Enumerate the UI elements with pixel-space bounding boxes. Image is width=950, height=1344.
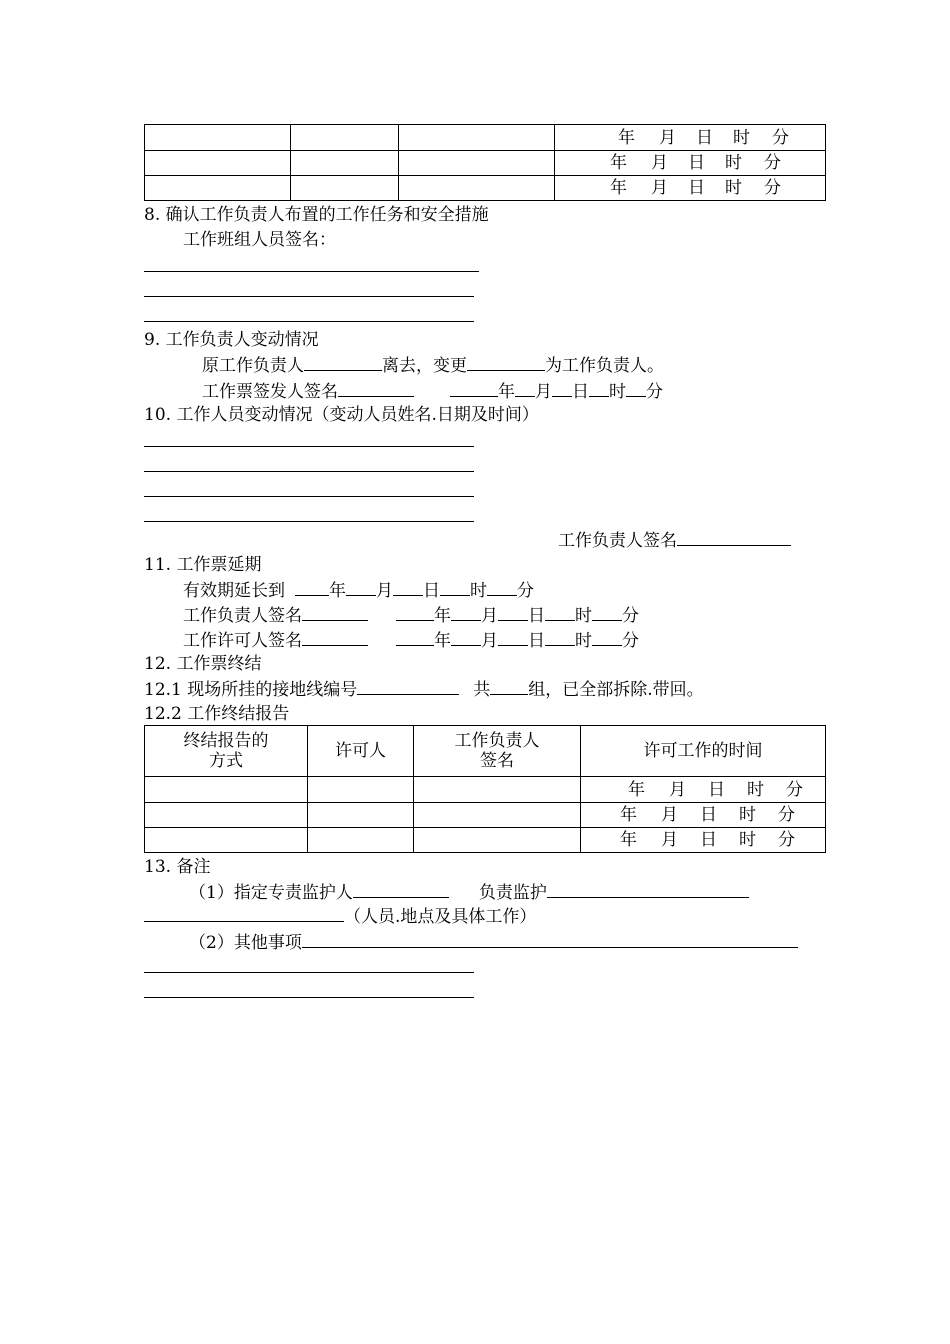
table-cell[interactable]: [145, 176, 291, 201]
other-matters-blank[interactable]: [302, 931, 798, 948]
team-sign-line[interactable]: [144, 271, 479, 272]
table-cell[interactable]: [308, 777, 414, 803]
table-row: [145, 828, 826, 853]
ground-wire-no-blank[interactable]: [357, 678, 459, 695]
top-table: [144, 124, 826, 201]
time-cell[interactable]: 年 月 日 时 分: [581, 828, 826, 853]
table-row: [145, 777, 826, 803]
section-13-title: 13. 备注: [144, 857, 211, 877]
supervisor-blank[interactable]: [353, 881, 449, 898]
supervise-scope-blank[interactable]: [547, 881, 749, 898]
ground-wire-line: 12.1 现场所挂的接地线编号 共 组，已全部拆除.带回。: [144, 680, 704, 700]
original-leader-blank[interactable]: [304, 354, 382, 371]
col-header-time: 许可工作的时间: [581, 726, 826, 777]
time-cell[interactable]: 年 月 日 时 分: [581, 777, 826, 803]
ext-permitter-sign-line: 工作许可人签名 年 月 日 时 分: [183, 631, 639, 651]
table-header-row: [145, 726, 826, 777]
table-cell[interactable]: [291, 125, 399, 151]
time-cell[interactable]: 年 月 日 时 分: [555, 151, 826, 176]
table-row: [145, 176, 826, 201]
table-cell[interactable]: [291, 176, 399, 201]
col-header-permitter: 许可人: [308, 726, 414, 777]
new-leader-blank[interactable]: [467, 354, 545, 371]
remark-line[interactable]: [144, 972, 474, 973]
team-sign-line[interactable]: [144, 296, 474, 297]
table-cell[interactable]: [399, 125, 555, 151]
time-cell[interactable]: 年 月 日 时 分: [555, 125, 826, 151]
extend-to-line: 有效期延长到 年 月 日 时 分: [183, 581, 534, 601]
team-sign-label: 工作班组人员签名：: [183, 230, 336, 250]
change-record-line[interactable]: [144, 521, 474, 522]
section-9-title: 9. 工作负责人变动情况: [144, 330, 319, 350]
leader-change-line: 原工作负责人 离去，变更 为工作负责人。: [202, 356, 664, 376]
section-12-title: 12. 工作票终结: [144, 654, 262, 674]
change-record-line[interactable]: [144, 496, 474, 497]
leader-sign-blank[interactable]: [677, 529, 791, 546]
supervisor-line: （1）指定专责监护人 负责监护: [189, 881, 749, 904]
change-record-line[interactable]: [144, 446, 474, 447]
table-cell[interactable]: [414, 828, 581, 853]
table-cell[interactable]: [399, 176, 555, 201]
section-8-title: 8. 确认工作负责人布置的工作任务和安全措施: [144, 205, 489, 225]
table-cell[interactable]: [308, 803, 414, 828]
table-cell[interactable]: [399, 151, 555, 176]
end-report-title: 12.2 工作终结报告: [144, 704, 290, 724]
table-cell[interactable]: [414, 803, 581, 828]
table-row: [145, 125, 826, 151]
col-header-leader-sign: 工作负责人 签名: [414, 726, 581, 777]
supervisor-detail-line: （人员.地点及具体工作）: [144, 905, 536, 928]
leader-sign: 工作负责人签名: [558, 529, 791, 552]
group-count-blank[interactable]: [490, 678, 528, 695]
time-cell[interactable]: 年 月 日 时 分: [555, 176, 826, 201]
table-row: [145, 151, 826, 176]
table-cell[interactable]: [308, 828, 414, 853]
issuer-sign-blank[interactable]: [338, 380, 414, 397]
table-cell[interactable]: [291, 151, 399, 176]
ext-leader-sign-line: 工作负责人签名 年 月 日 时 分: [183, 606, 639, 626]
table-cell[interactable]: [145, 803, 308, 828]
col-header-method: 终结报告的 方式: [145, 726, 308, 777]
section-10-title: 10. 工作人员变动情况（变动人员姓名.日期及时间）: [144, 405, 539, 425]
table-cell[interactable]: [145, 125, 291, 151]
table-row: [145, 803, 826, 828]
table-cell[interactable]: [145, 777, 308, 803]
team-sign-line[interactable]: [144, 321, 474, 322]
end-report-table: [144, 725, 826, 853]
supervise-detail-blank[interactable]: [144, 905, 344, 922]
remark-line[interactable]: [144, 997, 474, 998]
section-11-title: 11. 工作票延期: [144, 555, 262, 575]
table-cell[interactable]: [145, 828, 308, 853]
other-matters-line: （2）其他事项: [189, 931, 798, 954]
issuer-sign-line: 工作票签发人签名 年 月 日 时 分: [202, 382, 663, 402]
table-cell[interactable]: [414, 777, 581, 803]
time-cell[interactable]: 年 月 日 时 分: [581, 803, 826, 828]
table-cell[interactable]: [145, 151, 291, 176]
change-record-line[interactable]: [144, 471, 474, 472]
